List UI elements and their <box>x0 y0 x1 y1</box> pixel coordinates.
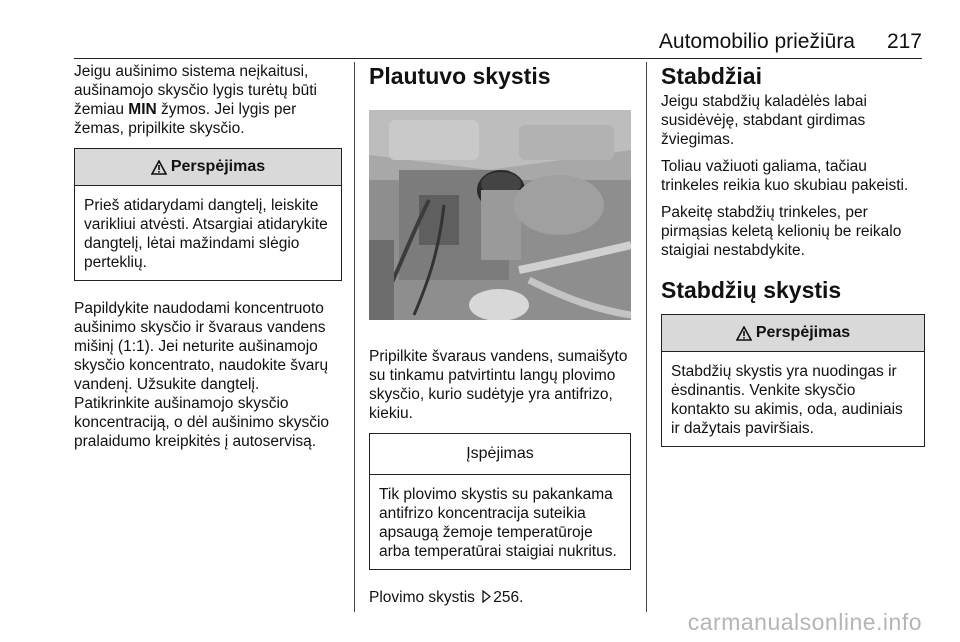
page-number: 217 <box>886 30 922 53</box>
washer-notice-box <box>369 433 631 570</box>
column-middle <box>369 62 631 615</box>
washer-fluid-heading: Plautuvo skystis <box>369 63 551 89</box>
page-reference-arrow-icon <box>481 590 491 603</box>
notice-title: Įspėjimas <box>466 445 534 462</box>
brakes-heading: Stabdžiai <box>661 63 762 89</box>
brake-fluid-heading: Stabdžių skystis <box>661 277 842 303</box>
refill-paragraph: Papildykite naudodami koncentruoto aušinimo skysčio ir švaraus vandens mišinį (1:1). Jei neturite aušinamojo skysčio koncentrato, naudokite švarų vandenį. Užsukite dangtelį. <box>74 300 329 393</box>
notice-header <box>370 434 630 475</box>
warning-title: Perspėjimas <box>755 324 851 341</box>
brakes-paragraph-3: Pakeitę stabdžių trinkeles, per pirmąsias keletą kelionių be reikalo staigiai nestabdykite. <box>661 204 902 259</box>
watermark: carmanualsonline.info <box>687 609 922 635</box>
washer-fill-paragraph: Pripilkite švaraus vandens, sumaišyto su tinkamu patvirtintu langų plovimo skysčio, kurio sudėtyje yra antifrizo, kiekiu. <box>369 348 628 422</box>
brakes-paragraph-1: Jeigu stabdžių kaladėlės labai susidėvėję, stabdant girdimas žviegimas. <box>661 93 867 148</box>
warning-title: Perspėjimas <box>170 158 266 175</box>
reference-page-link[interactable]: 256. <box>493 589 524 606</box>
brakes-paragraph-2: Toliau važiuoti galiama, tačiau trinkeles reikia kuo skubiau pakeisti. <box>661 158 909 194</box>
section-title: Automobilio priežiūra <box>658 30 855 53</box>
warning-text: Prieš atidarydami dangtelį, leiskite varikliui atvėsti. Atsargiai atidarykite dangtelį, lėtai mažindami slėgio perteklių. <box>84 197 328 271</box>
coolant-level-paragraph: Jeigu aušinimo sistema neįkaitusi, aušinamojo skysčio lygis turėtų būti žemiau MIN žymos. Jei lygis per žemas, pripilkite skysčio. <box>74 63 317 137</box>
header-divider <box>74 58 922 59</box>
column-left <box>74 62 342 459</box>
page-header <box>0 30 960 54</box>
column-divider-1 <box>354 62 355 612</box>
washer-fluid-reference: Plovimo skystis 256. <box>369 589 524 606</box>
concentration-paragraph: Patikrinkite aušinamojo skysčio koncentraciją, o dėl aušinimo skysčio pralaidumo kreipkitės į autoservisą. <box>74 395 330 450</box>
notice-text: Tik plovimo skystis su pakankama antifrizo koncentracija suteikia apsaugą žemoje temperatūroje arba temperatūrai staigiai nukritus. <box>379 486 617 560</box>
warning-triangle-icon <box>151 160 167 175</box>
column-right <box>661 62 925 465</box>
warning-text: Stabdžių skystis yra nuodingas ir ėsdinantis. Venkite skysčio kontakto su akimis, oda, audiniais ir dažytais paviršiais. <box>671 363 903 437</box>
washer-reservoir-photo <box>369 110 631 320</box>
coolant-warning-box <box>74 148 342 281</box>
warning-triangle-icon <box>736 326 752 341</box>
column-divider-2 <box>646 62 647 612</box>
brake-fluid-warning-box <box>661 314 925 447</box>
warning-header <box>75 149 341 186</box>
warning-header <box>662 315 924 352</box>
